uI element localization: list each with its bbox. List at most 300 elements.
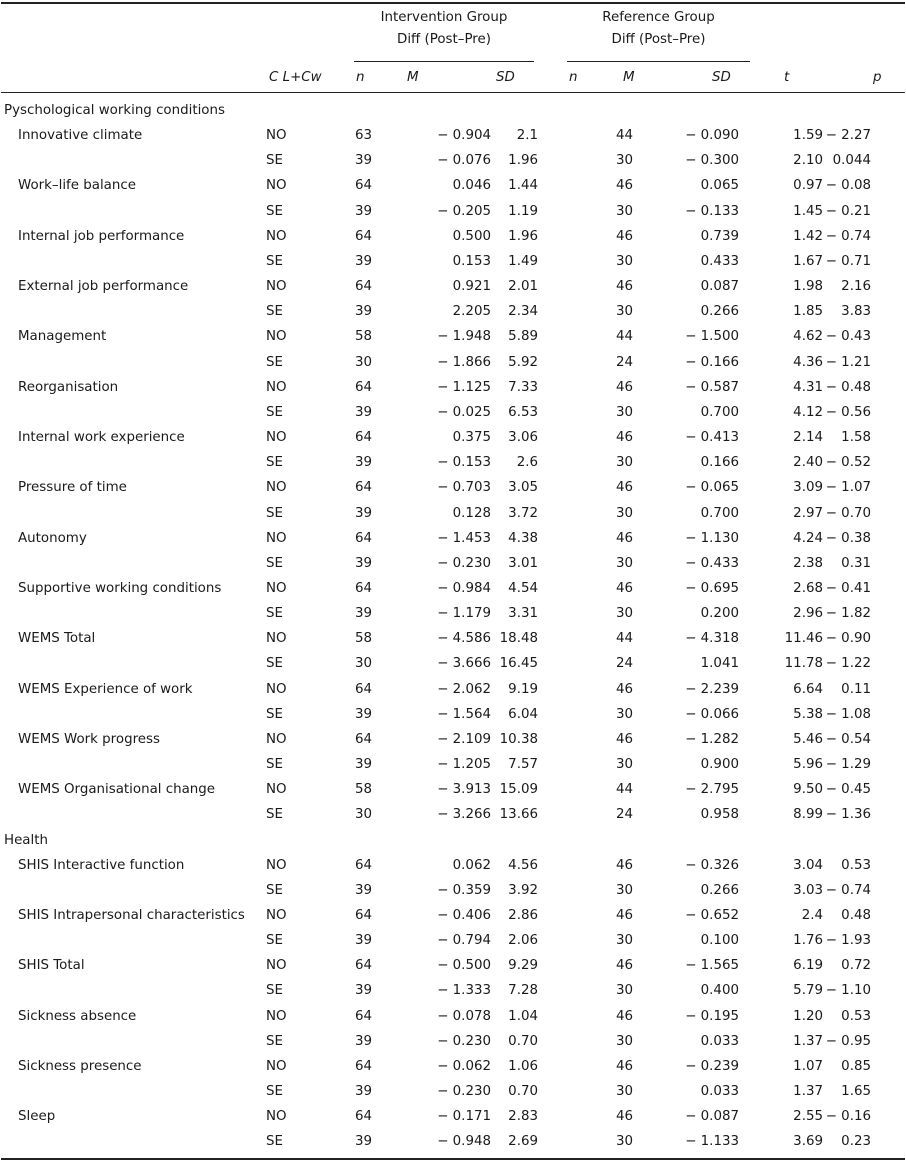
cell-m2: − 1.133	[685, 1134, 739, 1150]
cell-sd2: 5.46	[793, 731, 823, 747]
cell-n1: 39	[355, 1084, 373, 1100]
variable-name: Sickness presence	[18, 1058, 142, 1074]
cell-m1: − 3.266	[437, 807, 491, 823]
section-title: Pyschological working conditions	[4, 103, 225, 118]
cell-t: − 0.41	[825, 580, 871, 596]
cell-n2: 24	[616, 807, 634, 823]
cell-m2: 0.100	[700, 933, 739, 949]
cell-cond: NO	[266, 782, 287, 798]
cell-sd1: 3.06	[508, 430, 538, 446]
cell-sd1: 1.04	[508, 1008, 538, 1024]
cell-cond: SE	[266, 807, 283, 823]
cell-cond: SE	[266, 933, 283, 949]
cell-t: 2.16	[841, 279, 871, 295]
cell-sd2: 1.67	[793, 253, 823, 269]
cell-n1: 64	[355, 681, 373, 697]
cell-sd1: 7.33	[508, 379, 538, 395]
table-row	[0, 1129, 906, 1154]
cell-sd1: 3.31	[508, 606, 538, 622]
cell-cond: SE	[266, 354, 283, 370]
cell-m1: − 0.948	[437, 1134, 491, 1150]
cell-m1: − 0.171	[437, 1109, 491, 1125]
cell-cond: SE	[266, 983, 283, 999]
cell-n1: 39	[355, 153, 373, 169]
cell-t: − 0.70	[825, 505, 871, 521]
variable-name-empty	[0, 350, 266, 375]
cell-cond: SE	[266, 1084, 283, 1100]
cell-cond: NO	[266, 379, 287, 395]
cell-m2: 0.166	[700, 455, 739, 471]
cell-m2: − 1.500	[685, 329, 739, 345]
cell-n1: 39	[355, 983, 373, 999]
cell-m1: − 1.948	[437, 329, 491, 345]
cell-cond: NO	[266, 1008, 287, 1024]
cell-sd2: 6.64	[793, 681, 823, 697]
cell-n2: 46	[616, 908, 634, 923]
cell-sd1: 4.56	[508, 857, 538, 873]
cell-m2: 0.065	[700, 178, 739, 194]
cell-cond: NO	[266, 958, 287, 974]
table-row	[0, 551, 906, 576]
cell-m1: − 0.703	[437, 480, 491, 496]
cell-cond: SE	[266, 555, 283, 571]
cell-t: − 0.74	[825, 882, 871, 898]
variable-name: Reorganisation	[18, 379, 119, 395]
cell-t: 0.48	[841, 908, 871, 923]
table-row	[0, 123, 906, 148]
cell-sd2: 4.12	[793, 404, 823, 420]
reference-group-rule	[567, 61, 750, 62]
col-header-n1: n	[356, 70, 365, 85]
table-row	[0, 249, 906, 274]
cell-n2: 24	[616, 354, 634, 370]
spacer-cell	[538, 450, 616, 475]
cell-m2: − 1.565	[685, 958, 739, 974]
cell-t: − 1.36	[825, 807, 871, 823]
spacer-cell	[538, 1129, 616, 1154]
results-table	[0, 98, 906, 1155]
cell-n2: 30	[616, 1084, 634, 1100]
col-header-m2: M	[623, 70, 635, 85]
cell-n1: 64	[355, 279, 373, 295]
spacer-cell	[871, 727, 906, 752]
table-row	[0, 1104, 906, 1129]
cell-sd1: 10.38	[499, 731, 538, 747]
table-row	[0, 148, 906, 173]
cell-sd2: 9.50	[793, 782, 823, 798]
cell-sd2: 2.14	[793, 430, 823, 446]
cell-cond: NO	[266, 857, 287, 873]
cell-m2: 0.200	[700, 606, 739, 622]
cell-n1: 64	[355, 379, 373, 395]
spacer-cell	[538, 601, 616, 626]
table-row	[0, 1004, 906, 1029]
cell-m1: − 0.794	[437, 933, 491, 949]
table-row	[0, 853, 906, 878]
cell-n2: 30	[616, 1033, 634, 1049]
cell-sd2: 1.45	[793, 203, 823, 219]
cell-m1: − 0.230	[437, 555, 491, 571]
cell-m1: − 1.179	[437, 606, 491, 622]
cell-n2: 44	[616, 128, 634, 144]
col-header-m1: M	[407, 70, 419, 85]
spacer-cell	[538, 903, 616, 928]
cell-t: 0.11	[841, 681, 871, 697]
cell-cond: SE	[266, 153, 283, 169]
cell-cond: SE	[266, 404, 283, 420]
spacer-cell	[538, 727, 616, 752]
spacer-cell	[871, 551, 906, 576]
cell-n2: 30	[616, 404, 634, 420]
cell-m1: − 0.500	[437, 958, 491, 974]
cell-n1: 58	[355, 782, 373, 798]
cell-sd2: 2.96	[793, 606, 823, 622]
cell-m2: − 0.066	[685, 706, 739, 722]
cell-sd1: 13.66	[499, 807, 538, 823]
cell-n2: 30	[616, 555, 634, 571]
cell-n2: 46	[616, 430, 634, 446]
cell-sd2: 3.69	[793, 1134, 823, 1150]
cell-cond: NO	[266, 228, 287, 244]
cell-cond: NO	[266, 908, 287, 923]
results-table-body	[0, 98, 906, 1155]
cell-m1: − 1.125	[437, 379, 491, 395]
cell-m1: − 1.205	[437, 757, 491, 773]
spacer-cell	[871, 978, 906, 1003]
cell-m2: 1.041	[700, 656, 739, 672]
cell-t: − 0.56	[825, 404, 871, 420]
cell-t: 0.85	[841, 1058, 871, 1074]
cell-n2: 46	[616, 178, 634, 194]
col-header-t: t	[784, 70, 790, 85]
cell-sd1: 2.69	[508, 1134, 538, 1150]
cell-n1: 39	[355, 706, 373, 722]
variable-name-empty	[0, 1079, 266, 1104]
table-row	[0, 199, 906, 224]
cell-m1: − 4.586	[437, 631, 491, 647]
cell-sd1: 4.38	[508, 530, 538, 546]
cell-t: − 0.71	[825, 253, 871, 269]
cell-sd1: 3.92	[508, 882, 538, 898]
cell-n2: 30	[616, 153, 634, 169]
spacer-cell	[871, 853, 906, 878]
cell-sd1: 3.01	[508, 555, 538, 571]
cell-sd2: 11.46	[784, 631, 823, 647]
variable-name-empty	[0, 551, 266, 576]
cell-m1: 0.500	[452, 228, 491, 244]
spacer-cell	[871, 1104, 906, 1129]
cell-n1: 39	[355, 933, 373, 949]
variable-name-empty	[0, 601, 266, 626]
cell-m2: − 2.795	[685, 782, 739, 798]
table-row	[0, 576, 906, 601]
cell-n2: 44	[616, 329, 634, 345]
spacer-cell	[538, 1004, 616, 1029]
cell-sd1: 7.57	[508, 757, 538, 773]
intervention-group-rule	[354, 61, 534, 62]
table-row	[0, 903, 906, 928]
cell-m2: − 0.090	[685, 128, 739, 144]
cell-m2: − 0.166	[685, 354, 739, 370]
cell-n2: 30	[616, 505, 634, 521]
cell-cond: NO	[266, 480, 287, 496]
cell-m2: − 0.133	[685, 203, 739, 219]
spacer-cell	[538, 173, 616, 198]
cell-n1: 58	[355, 631, 373, 647]
variable-name-empty	[0, 450, 266, 475]
cell-sd1: 1.96	[508, 153, 538, 169]
cell-n1: 64	[355, 430, 373, 446]
table-row	[0, 173, 906, 198]
cell-m2: − 0.695	[685, 580, 739, 596]
cell-n1: 39	[355, 757, 373, 773]
cell-m1: − 2.062	[437, 681, 491, 697]
variable-name-empty	[0, 148, 266, 173]
table-row	[0, 626, 906, 651]
cell-sd1: 1.96	[508, 228, 538, 244]
cell-n2: 30	[616, 203, 634, 219]
cell-t: − 1.10	[825, 983, 871, 999]
spacer-cell	[871, 953, 906, 978]
cell-sd2: 3.04	[793, 857, 823, 873]
spacer-cell	[538, 626, 616, 651]
spacer-cell	[538, 978, 616, 1003]
cell-cond: NO	[266, 1058, 287, 1074]
cell-sd1: 6.04	[508, 706, 538, 722]
cell-n2: 46	[616, 480, 634, 496]
cell-cond: NO	[266, 681, 287, 697]
cell-m2: 0.266	[700, 304, 739, 320]
cell-sd2: 2.38	[793, 555, 823, 571]
cell-n2: 46	[616, 580, 634, 596]
cell-sd2: 2.68	[793, 580, 823, 596]
spacer-cell	[871, 475, 906, 500]
cell-t: − 1.21	[825, 354, 871, 370]
cell-t: − 0.74	[825, 228, 871, 244]
spacer-cell	[871, 249, 906, 274]
spacer-cell	[871, 651, 906, 676]
cell-n2: 30	[616, 304, 634, 320]
cell-n2: 46	[616, 379, 634, 395]
cell-m1: − 0.406	[437, 908, 491, 923]
table-row	[0, 400, 906, 425]
cell-n1: 39	[355, 882, 373, 898]
cell-t: − 0.54	[825, 731, 871, 747]
cell-m2: − 0.300	[685, 153, 739, 169]
table-row	[0, 299, 906, 324]
cell-m2: − 0.326	[685, 857, 739, 873]
spacer-cell	[538, 224, 616, 249]
cell-sd2: 1.37	[793, 1033, 823, 1049]
cell-m1: 0.046	[452, 178, 491, 194]
variable-name: WEMS Work progress	[18, 731, 160, 747]
cell-n1: 39	[355, 555, 373, 571]
cell-sd2: 1.37	[793, 1084, 823, 1100]
cell-n1: 58	[355, 329, 373, 345]
cell-sd2: 3.03	[793, 882, 823, 898]
cell-n2: 46	[616, 530, 634, 546]
spacer-cell	[871, 425, 906, 450]
cell-cond: SE	[266, 606, 283, 622]
cell-sd2: 0.97	[793, 178, 823, 194]
cell-sd2: 5.38	[793, 706, 823, 722]
cell-t: − 0.52	[825, 455, 871, 471]
cell-cond: NO	[266, 1109, 287, 1125]
spacer-cell	[538, 551, 616, 576]
cell-m2: 0.400	[700, 983, 739, 999]
spacer-cell	[538, 1104, 616, 1129]
spacer-cell	[871, 450, 906, 475]
cell-sd1: 18.48	[499, 631, 538, 647]
cell-n1: 39	[355, 505, 373, 521]
variable-name: Supportive working conditions	[18, 580, 222, 596]
cell-n2: 44	[616, 782, 634, 798]
cell-cond: NO	[266, 279, 287, 295]
variable-name: WEMS Experience of work	[18, 681, 193, 697]
cell-m2: − 1.130	[685, 530, 739, 546]
cell-n2: 46	[616, 1008, 634, 1024]
cell-t: − 1.93	[825, 933, 871, 949]
cell-sd1: 9.19	[508, 681, 538, 697]
cell-n1: 39	[355, 1134, 373, 1150]
cell-t: − 1.08	[825, 706, 871, 722]
spacer-cell	[871, 777, 906, 802]
intervention-group-subtitle: Diff (Post–Pre)	[397, 32, 491, 47]
cell-m2: − 0.433	[685, 555, 739, 571]
table-row	[0, 601, 906, 626]
cell-cond: SE	[266, 304, 283, 320]
cell-cond: SE	[266, 1134, 283, 1150]
table-row	[0, 350, 906, 375]
cell-m1: − 1.453	[437, 530, 491, 546]
cell-m1: − 3.913	[437, 782, 491, 798]
cell-sd1: 16.45	[499, 656, 538, 672]
cell-sd1: 4.54	[508, 580, 538, 596]
spacer-cell	[538, 677, 616, 702]
variable-name: Sickness absence	[18, 1008, 137, 1024]
cell-t: − 0.08	[825, 178, 871, 194]
spacer-cell	[871, 677, 906, 702]
variable-name-empty	[0, 501, 266, 526]
variable-name-empty	[0, 802, 266, 827]
spacer-cell	[871, 224, 906, 249]
cell-m2: 0.958	[700, 807, 739, 823]
cell-n1: 39	[355, 606, 373, 622]
cell-sd2: 2.4	[801, 908, 823, 923]
spacer-cell	[538, 953, 616, 978]
cell-n2: 30	[616, 1134, 634, 1150]
cell-t: 0.23	[841, 1134, 871, 1150]
table-row	[0, 224, 906, 249]
cell-m1: − 0.205	[437, 203, 491, 219]
cell-n1: 39	[355, 455, 373, 471]
cell-sd2: 4.24	[793, 530, 823, 546]
cell-cond: SE	[266, 1033, 283, 1049]
table-row	[0, 878, 906, 903]
cell-sd1: 1.06	[508, 1058, 538, 1074]
cell-sd1: 15.09	[499, 782, 538, 798]
table-row	[0, 501, 906, 526]
cell-t: 3.83	[841, 304, 871, 320]
cell-sd1: 2.1	[516, 128, 538, 144]
cell-sd2: 1.76	[793, 933, 823, 949]
variable-name: Innovative climate	[18, 128, 143, 144]
cell-sd2: 1.59	[793, 128, 823, 144]
variable-name: Internal work experience	[18, 430, 185, 446]
cell-n1: 64	[355, 530, 373, 546]
spacer-cell	[538, 1054, 616, 1079]
cell-sd2: 1.20	[793, 1008, 823, 1024]
variable-name-empty	[0, 928, 266, 953]
table-row	[0, 752, 906, 777]
cell-n2: 30	[616, 253, 634, 269]
reference-group-header	[567, 10, 750, 48]
variable-name-empty	[0, 878, 266, 903]
cell-m1: 0.153	[452, 253, 491, 269]
variable-name: Internal job performance	[18, 228, 185, 244]
spacer-cell	[871, 903, 906, 928]
cell-t: 0.31	[841, 555, 871, 571]
cell-cond: NO	[266, 128, 287, 144]
cell-cond: NO	[266, 178, 287, 194]
cell-sd1: 1.19	[508, 203, 538, 219]
spacer-cell	[538, 475, 616, 500]
cell-t: − 1.22	[825, 656, 871, 672]
spacer-cell	[871, 576, 906, 601]
cell-n1: 39	[355, 304, 373, 320]
cell-sd2: 4.31	[793, 379, 823, 395]
variable-name-empty	[0, 249, 266, 274]
spacer-cell	[538, 501, 616, 526]
cell-m1: 0.128	[452, 505, 491, 521]
table-row	[0, 727, 906, 752]
cell-t: 1.65	[841, 1084, 871, 1100]
spacer-cell	[871, 601, 906, 626]
intervention-group-header	[354, 10, 534, 48]
table-bottom-rule	[1, 1158, 905, 1160]
cell-m2: 0.700	[700, 404, 739, 420]
spacer-cell	[538, 777, 616, 802]
variable-name-empty	[0, 702, 266, 727]
cell-m1: − 0.025	[437, 404, 491, 420]
variable-name-empty	[0, 978, 266, 1003]
variable-name-empty	[0, 1029, 266, 1054]
cell-m2: 0.739	[700, 228, 739, 244]
cell-m1: 0.921	[452, 279, 491, 295]
cell-m2: 0.033	[700, 1033, 739, 1049]
spacer-cell	[871, 123, 906, 148]
cell-n2: 24	[616, 656, 634, 672]
table-row	[0, 425, 906, 450]
cell-m1: − 1.333	[437, 983, 491, 999]
cell-sd1: 5.89	[508, 329, 538, 345]
cell-cond: SE	[266, 253, 283, 269]
cell-t: 0.72	[841, 958, 871, 974]
cell-n1: 30	[355, 656, 373, 672]
variable-name: External job performance	[18, 279, 189, 295]
variable-name-empty	[0, 199, 266, 224]
cell-t: 0.53	[841, 1008, 871, 1024]
col-header-p: p	[873, 70, 882, 85]
variable-name: SHIS Total	[18, 958, 85, 974]
table-row	[0, 475, 906, 500]
cell-m2: − 0.087	[685, 1109, 739, 1125]
cell-n1: 64	[355, 178, 373, 194]
cell-sd2: 4.36	[793, 354, 823, 370]
cell-cond: NO	[266, 430, 287, 446]
cell-m2: 0.033	[700, 1084, 739, 1100]
col-header-sd1: SD	[496, 70, 515, 85]
